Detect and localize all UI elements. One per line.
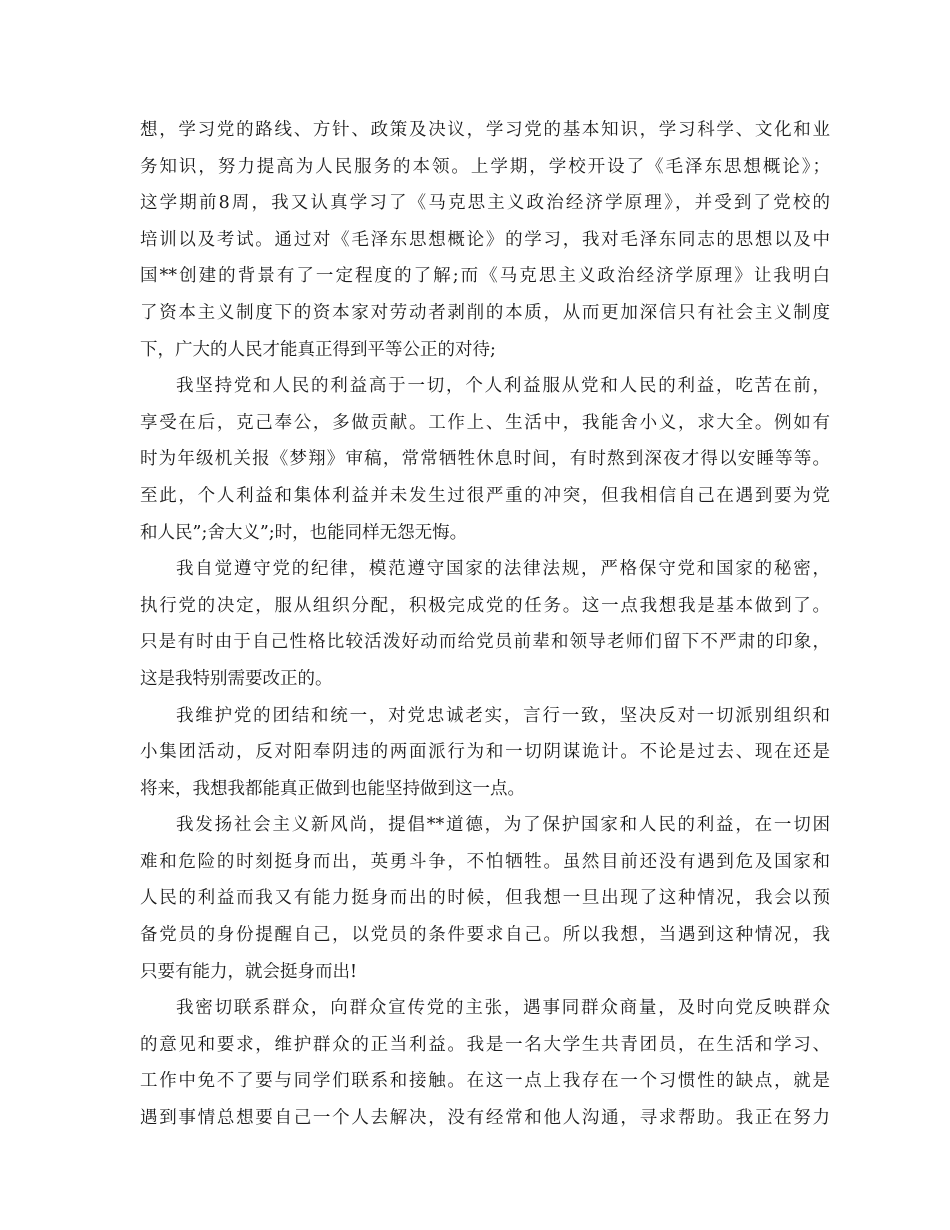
text-line: 我维护党的团结和统一，对党忠诚老实，言行一致，坚决反对一切派别组织和 [176, 705, 830, 726]
text-line: 至此，个人利益和集体利益并未发生过很严重的冲突，但我相信自己在遇到要为党 [140, 485, 830, 506]
text-line: 工作中免不了要与同学们联系和接触。在这一点上我存在一个习惯性的缺点，就是 [140, 1071, 830, 1092]
text-line: 只是有时由于自己性格比较活泼好动而给党员前辈和领导老师们留下不严肃的印象， [140, 632, 830, 653]
text-line: 享受在后，克己奉公，多做贡献。工作上、生活中，我能舍小义，求大全。例如有 [140, 412, 830, 433]
text-line: 只要有能力，就会挺身而出! [140, 961, 358, 982]
text-line: 执行党的决定，服从组织分配，积极完成党的任务。这一点我想我是基本做到了。 [140, 595, 830, 616]
text-line: 想，学习党的路线、方针、政策及决议，学习党的基本知识，学习科学、文化和业 [140, 120, 830, 140]
document-body [140, 112, 830, 1137]
text-line: 我发扬社会主义新风尚，提倡**道德，为了保护国家和人民的利益，在一切困 [176, 815, 830, 836]
text-line: 的意见和要求，维护群众的正当利益。我是一名大学生共青团员，在生活和学习、 [140, 1034, 830, 1055]
text-line: 难和危险的时刻挺身而出，英勇斗争，不怕牺牲。虽然目前还没有遇到危及国家和 [140, 851, 830, 872]
text-line: 国**创建的背景有了一定程度的了解;而《马克思主义政治经济学原理》让我明白 [140, 266, 830, 287]
text-line: 这学期前8周，我又认真学习了《马克思主义政治经济学原理》，并受到了党校的 [140, 193, 830, 214]
text-line: 小集团活动，反对阳奉阴违的两面派行为和一切阴谋诡计。不论是过去、现在还是 [140, 742, 830, 763]
text-line: 遇到事情总想要自己一个人去解决，没有经常和他人沟通，寻求帮助。我正在努力 [140, 1108, 830, 1129]
text-line: 了资本主义制度下的资本家对劳动者剥削的本质，从而更加深信只有社会主义制度 [140, 302, 830, 323]
text-line: 下，广大的人民才能真正得到平等公正的对待; [140, 339, 496, 360]
text-line: 培训以及考试。通过对《毛泽东思想概论》的学习，我对毛泽东同志的思想以及中 [140, 229, 830, 250]
text-line: 我坚持党和人民的利益高于一切，个人利益服从党和人民的利益，吃苦在前， [176, 376, 830, 397]
text-line: 人民的利益而我又有能力挺身而出的时候，但我想一旦出现了这种情况，我会以预 [140, 888, 830, 909]
text-line: 时为年级机关报《梦翔》审稿，常常牺牲休息时间，有时熬到深夜才得以安睡等等。 [140, 449, 830, 470]
text-line: 和人民”;舍大义”;时，也能同样无怨无悔。 [140, 522, 468, 543]
text-line: 这是我特别需要改正的。 [140, 668, 333, 689]
text-line: 务知识，努力提高为人民服务的本领。上学期，学校开设了《毛泽东思想概论》； [140, 156, 830, 177]
text-line: 我密切联系群众，向群众宣传党的主张，遇事同群众商量，及时向党反映群众 [176, 998, 830, 1019]
text-line: 我自觉遵守党的纪律，模范遵守国家的法律法规，严格保守党和国家的秘密， [176, 559, 830, 580]
text-line: 将来，我想我都能真正做到也能坚持做到这一点。 [140, 778, 525, 799]
text-line: 备党员的身份提醒自己，以党员的条件要求自己。所以我想，当遇到这种情况，我 [140, 925, 830, 946]
